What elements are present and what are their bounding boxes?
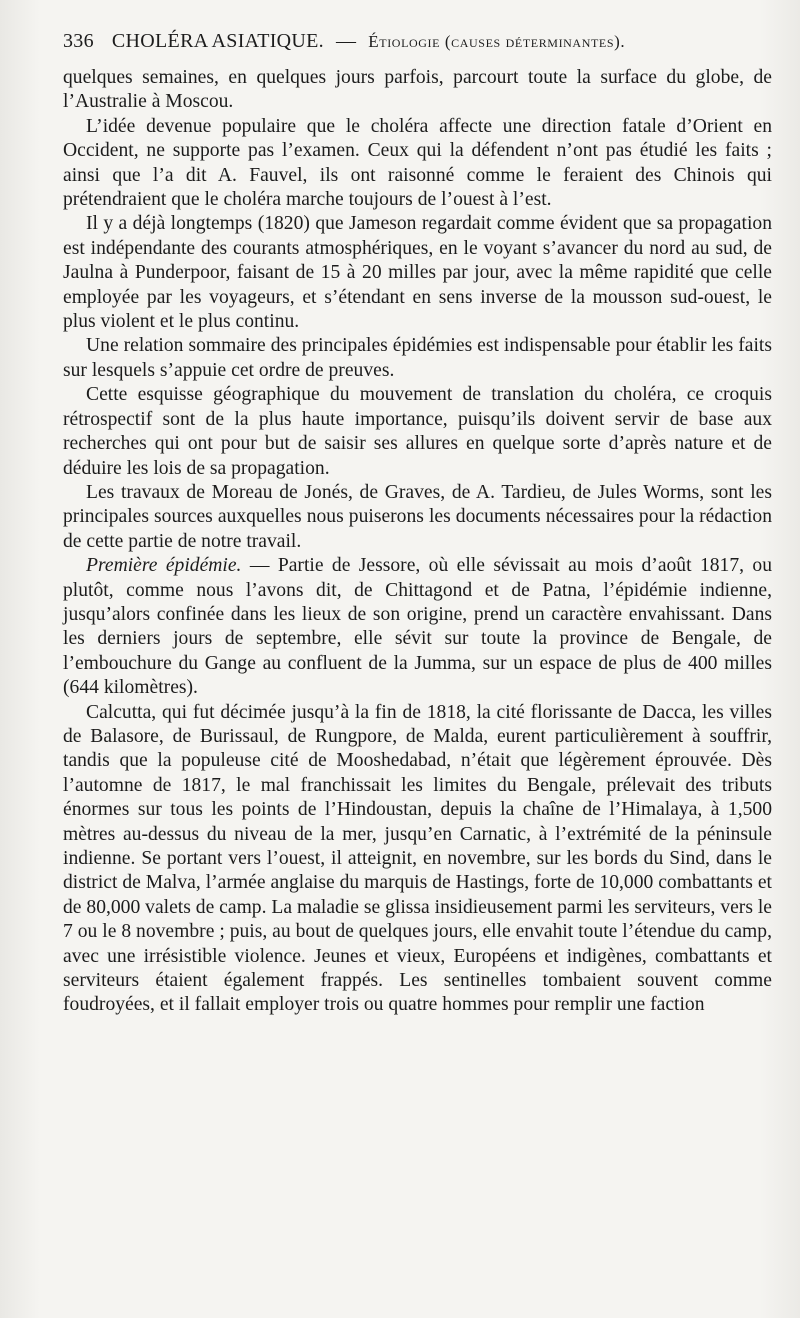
epidemic-text: — Partie de Jessore, où elle sévissait au mois d’août 1817, ou plutôt, comme nous l’avons dit, de Chittagond et de Patna, l’épidémie indienne, jusqu’alors confinée dans les lieux de son origine, prend un caractère envahissant. Dans les derniers jours de septembre, elle sévit sur toute la province de Bengale, de l’embouchure du Gange au confluent de la Jumma, sur un espace de plus de 400 milles (644 kilomètres). bbox=[63, 555, 773, 699]
paragraph-relation: Une relation sommaire des principales épidémies est indispensable pour établir les faits sur lesquels s’appuie cet ordre de preuves. bbox=[63, 335, 772, 381]
paragraph-first-epidemic bbox=[63, 554, 772, 700]
paragraph-sources: Les travaux de Moreau de Jonés, de Graves, de A. Tardieu, de Jules Worms, sont les principales sources auxquelles nous puiserons les documents nécessaires pour la rédaction de cette partie de notre travail. bbox=[63, 481, 772, 552]
page-number: 336 bbox=[63, 30, 94, 52]
running-head-title: CHOLÉRA ASIATIQUE. bbox=[111, 30, 324, 52]
paragraph-calcutta: Calcutta, qui fut décimée jusqu’à la fin de 1818, la cité florissante de Dacca, les villes de Balasore, de Burissaul, de Rungpore, de Malda, eurent particulièrement à souffrir, tandis que la populeuse cité de Mooshedabad, n’était que légèrement éprouvée. Dès l’automne de 1817, le mal franchissait les limites du Bengale, prélevait des tributs énormes sur tous les points de l’Hindoustan, depuis la chaîne de l’Himalaya, à 1,500 mètres au-dessus du niveau de la mer, jusqu’en Carnatic, à l’extrémité de la péninsule indienne. Se portant vers l’ouest, il atteignit, en novembre, sur les bords du Sind, dans le district de Malva, l’armée anglaise du marquis de Hastings, forte de 10,000 combattants et de 80,000 valets de camp. La maladie se glissa insidieusement parmi les serviteurs, vers le 7 ou le 8 novembre ; puis, au bout de quelques jours, elle envahit toute l’étendue du camp, avec une irrésistible violence. Jeunes et vieux, Européens et indigènes, combattants et serviteurs étaient également frappés. Les sentinelles tombaient souvent comme foudroyées, et il fallait employer trois ou quatre hommes pour remplir une faction bbox=[63, 701, 772, 1016]
running-head-subtitle: Étiologie (causes déterminantes). bbox=[368, 32, 626, 51]
paragraph-continuation: quelques semaines, en quelques jours parfois, parcourt toute la surface du globe, de l’Australie à Moscou. bbox=[63, 67, 772, 113]
running-head bbox=[63, 30, 772, 66]
paragraph-esquisse: Cette esquisse géographique du mouvement de translation du choléra, ce croquis rétrospectif sont de la plus haute importance, puisqu’ils doivent servir de base aux recherches qui ont pour but de saisir ses allures en quelque sorte d’après nature et de déduire les lois de sa propagation. bbox=[63, 384, 772, 479]
running-head-dash: — bbox=[335, 30, 357, 52]
paragraph-direction: L’idée devenue populaire que le choléra affecte une direction fatale d’Orient en Occident, ne supporte pas l’examen. Ceux qui la défendent n’ont pas étudié les faits ; ainsi que l’a dit A. Fauvel, ils ont raisonné comme le feraient des Chinois qui prétendraient que le choléra marche toujours de l’ouest à l’est. bbox=[63, 115, 772, 211]
paragraph-jameson: Il y a déjà longtemps (1820) que Jameson regardait comme évident que sa propagation est indépendante des courants atmosphériques, en le voyant s’avancer du nord au sud, de Jaulna à Punderpoor, faisant de 15 à 20 milles par jour, avec la même rapidité que celle employée par les voyageurs, et s’étendant en sens inverse de la mousson sud-ouest, le plus violent et le plus continu. bbox=[63, 213, 772, 333]
epidemic-heading: Première épidémie. bbox=[86, 555, 242, 577]
body-text bbox=[63, 66, 772, 1018]
